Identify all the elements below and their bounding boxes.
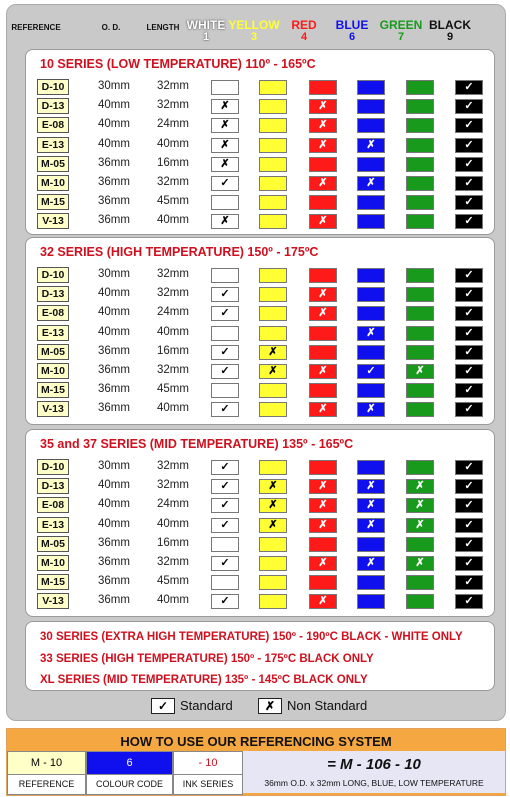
yellow-swatch [259,99,287,114]
table-row [26,362,494,380]
note-30-series: 30 SERIES (EXTRA HIGH TEMPERATURE) 150º - 190ºC BLACK - WHITE ONLY [40,631,463,643]
od-cell: 36mm [98,536,130,549]
od-cell: 40mm [98,517,130,530]
legend-nonstandard-box: ✗ [258,698,282,714]
green-swatch [406,537,434,552]
green-swatch [406,268,434,283]
blue-swatch: ✓ [357,364,385,379]
formula-box [243,751,505,793]
length-cell: 40mm [157,517,189,530]
red-swatch: ✗ [309,176,337,191]
od-cell: 40mm [98,118,130,131]
table-row [26,97,494,115]
red-swatch: ✗ [309,214,337,229]
length-cell: 40mm [157,402,189,415]
yellow-swatch [259,326,287,341]
red-swatch [309,157,337,172]
blue-swatch [357,118,385,133]
ink-series-value: - 10 [173,751,243,775]
reference-cell: D-10 [37,79,69,95]
black-swatch: ✓ [455,214,483,229]
blue-swatch [357,287,385,302]
blue-swatch: ✗ [357,176,385,191]
length-cell: 32mm [157,479,189,492]
od-cell: 36mm [98,575,130,588]
blue-swatch: ✗ [357,518,385,533]
colour-name: YELLOW [228,18,280,32]
blue-swatch [357,383,385,398]
colour-number: 4 [300,31,308,43]
yellow-swatch [259,138,287,153]
table-row [26,458,494,476]
white-swatch: ✓ [211,402,239,417]
od-cell: 30mm [98,268,130,280]
length-cell: 32mm [157,99,189,112]
od-cell: 36mm [98,364,130,376]
length-cell: 24mm [157,118,189,131]
green-swatch [406,460,434,475]
black-swatch: ✓ [455,364,483,379]
green-swatch [406,99,434,114]
white-swatch [211,383,239,398]
table-row [26,535,494,553]
header-length: LENGTH [146,23,180,32]
colour-chart-panel [6,4,506,721]
green-swatch [406,195,434,210]
yellow-swatch: ✗ [259,345,287,360]
length-cell: 40mm [157,594,189,607]
legend-nonstandard-label: Non Standard [287,698,368,713]
green-swatch [406,402,434,417]
reference-label: REFERENCE [7,774,86,795]
white-swatch: ✓ [211,287,239,302]
yellow-swatch [259,460,287,475]
white-swatch: ✗ [211,118,239,133]
reference-cell: D-10 [37,459,69,475]
white-swatch: ✓ [211,176,239,191]
yellow-swatch [259,157,287,172]
black-swatch: ✓ [455,306,483,321]
legend-standard-label: Standard [180,698,233,713]
table-row [26,116,494,134]
green-swatch [406,575,434,590]
reference-value: M - 10 [7,751,86,775]
blue-swatch: ✗ [357,479,385,494]
series-title: 10 SERIES (LOW TEMPERATURE) 110º - 165ºC [40,57,316,71]
blue-swatch: ✗ [357,138,385,153]
black-swatch: ✓ [455,537,483,552]
red-swatch [309,268,337,283]
table-row [26,285,494,303]
blue-swatch [357,460,385,475]
green-swatch: ✗ [406,498,434,513]
black-swatch: ✓ [455,460,483,475]
formula-description: 36mm O.D. x 32mm LONG, BLUE, LOW TEMPERATURE [264,778,484,788]
reference-cell: V-13 [37,213,69,229]
colour-number: 3 [250,31,258,43]
table-row [26,343,494,361]
black-swatch: ✓ [455,594,483,609]
reference-cell: E-13 [37,517,69,533]
length-cell: 16mm [157,344,189,357]
yellow-swatch: ✗ [259,479,287,494]
green-swatch [406,176,434,191]
black-swatch: ✓ [455,498,483,513]
yellow-swatch [259,556,287,571]
length-cell: 24mm [157,498,189,511]
table-row [26,78,494,96]
od-cell: 40mm [98,137,130,150]
colour-number: 7 [397,31,405,43]
blue-swatch: ✗ [357,556,385,571]
length-cell: 40mm [157,214,189,227]
green-swatch: ✗ [406,556,434,571]
table-row [26,496,494,514]
colour-name: GREEN [379,18,423,32]
yellow-swatch [259,214,287,229]
yellow-swatch [259,594,287,609]
table-row [26,554,494,572]
ink-series-label: INK SERIES [173,774,243,795]
black-swatch: ✓ [455,157,483,172]
reference-cell: D-13 [37,98,69,114]
reference-cell: E-08 [37,497,69,513]
black-swatch: ✓ [455,176,483,191]
white-swatch: ✓ [211,556,239,571]
series-title: 32 SERIES (HIGH TEMPERATURE) 150º - 175ºC [40,245,319,259]
yellow-swatch: ✗ [259,498,287,513]
series-panel-3 [25,429,495,617]
table-row [26,212,494,230]
series-panel-2 [25,237,495,425]
blue-swatch [357,306,385,321]
white-swatch: ✓ [211,479,239,494]
od-cell: 36mm [98,556,130,568]
colour-name: BLACK [429,18,471,32]
green-swatch [406,306,434,321]
series-panel-1 [25,49,495,235]
od-cell: 30mm [98,80,130,92]
table-row [26,304,494,322]
green-swatch [406,118,434,133]
table-row [26,400,494,418]
blue-swatch [357,214,385,229]
white-swatch [211,195,239,210]
length-cell: 45mm [157,195,189,208]
od-cell: 40mm [98,498,130,511]
header-blue [324,19,380,49]
green-swatch: ✗ [406,518,434,533]
colour-number: 9 [446,31,454,43]
blue-swatch [357,345,385,360]
reference-cell: M-15 [37,574,69,590]
legend-standard-box: ✓ [151,698,175,714]
yellow-swatch [259,268,287,283]
yellow-swatch [259,537,287,552]
red-swatch [309,326,337,341]
red-swatch: ✗ [309,99,337,114]
white-swatch: ✓ [211,498,239,513]
yellow-swatch [259,575,287,590]
yellow-swatch [259,118,287,133]
length-cell: 32mm [157,460,189,472]
white-swatch: ✗ [211,157,239,172]
reference-cell: M-10 [37,175,69,191]
length-cell: 32mm [157,80,189,92]
red-swatch: ✗ [309,556,337,571]
length-cell: 32mm [157,176,189,188]
white-swatch: ✓ [211,306,239,321]
blue-swatch [357,594,385,609]
green-swatch [406,594,434,609]
white-swatch: ✓ [211,345,239,360]
white-swatch [211,537,239,552]
black-swatch: ✓ [455,99,483,114]
blue-swatch [357,99,385,114]
white-swatch: ✗ [211,99,239,114]
white-swatch [211,575,239,590]
table-row [26,174,494,192]
red-swatch: ✗ [309,287,337,302]
formula-text: = M - 106 - 10 [327,756,421,773]
white-swatch: ✓ [211,460,239,475]
black-swatch: ✓ [455,556,483,571]
series-title: 35 and 37 SERIES (MID TEMPERATURE) 135º - 165ºC [40,437,354,451]
od-cell: 36mm [98,176,130,188]
note-33-series: 33 SERIES (HIGH TEMPERATURE) 150º - 175ºC BLACK ONLY [40,653,374,665]
black-swatch: ✓ [455,80,483,95]
yellow-swatch [259,287,287,302]
yellow-swatch [259,306,287,321]
red-swatch [309,460,337,475]
black-swatch: ✓ [455,575,483,590]
reference-cell: E-08 [37,117,69,133]
header-black [422,19,478,49]
od-cell: 40mm [98,325,130,338]
reference-cell: D-13 [37,478,69,494]
colour-name: WHITE [186,18,226,32]
green-swatch [406,326,434,341]
green-swatch: ✗ [406,364,434,379]
white-swatch: ✓ [211,594,239,609]
od-cell: 36mm [98,402,130,415]
white-swatch: ✗ [211,138,239,153]
white-swatch: ✓ [211,364,239,379]
od-cell: 36mm [98,383,130,396]
notes-panel [25,621,495,691]
black-swatch: ✓ [455,118,483,133]
reference-cell: M-15 [37,194,69,210]
colour-number: 1 [202,31,210,43]
blue-swatch [357,268,385,283]
colour-name: RED [291,18,317,32]
length-cell: 32mm [157,287,189,300]
note-xl-series: XL SERIES (MID TEMPERATURE) 135º - 145ºC BLACK ONLY [40,674,368,686]
white-swatch [211,80,239,95]
reference-cell: E-13 [37,325,69,341]
green-swatch [406,383,434,398]
reference-cell: E-13 [37,137,69,153]
od-cell: 36mm [98,214,130,227]
black-swatch: ✓ [455,402,483,417]
white-swatch: ✗ [211,214,239,229]
blue-swatch: ✗ [357,402,385,417]
green-swatch [406,80,434,95]
colour-code-label: COLOUR CODE [86,774,173,795]
red-swatch [309,345,337,360]
reference-cell: M-05 [37,344,69,360]
od-cell: 40mm [98,306,130,319]
table-row [26,324,494,342]
table-row [26,155,494,173]
red-swatch [309,80,337,95]
blue-swatch [357,157,385,172]
black-swatch: ✓ [455,345,483,360]
green-swatch [406,138,434,153]
red-swatch: ✗ [309,479,337,494]
white-swatch: ✓ [211,518,239,533]
yellow-swatch [259,383,287,398]
colour-name: BLUE [335,18,369,32]
length-cell: 32mm [157,556,189,568]
reference-cell: M-05 [37,156,69,172]
red-swatch: ✗ [309,138,337,153]
red-swatch: ✗ [309,518,337,533]
yellow-swatch: ✗ [259,364,287,379]
od-cell: 30mm [98,460,130,472]
table-row [26,381,494,399]
table-row [26,477,494,495]
od-cell: 36mm [98,156,130,169]
referencing-system-panel [6,728,506,796]
od-cell: 40mm [98,99,130,112]
reference-cell: M-10 [37,555,69,571]
yellow-swatch [259,80,287,95]
length-cell: 45mm [157,383,189,396]
blue-swatch: ✗ [357,326,385,341]
red-swatch: ✗ [309,402,337,417]
reference-cell: V-13 [37,593,69,609]
black-swatch: ✓ [455,195,483,210]
reference-cell: D-10 [37,267,69,283]
od-cell: 36mm [98,195,130,208]
green-swatch: ✗ [406,479,434,494]
table-row [26,136,494,154]
length-cell: 40mm [157,137,189,150]
yellow-swatch [259,176,287,191]
header-yellow [226,19,282,49]
colour-number: 6 [348,31,356,43]
black-swatch: ✓ [455,287,483,302]
white-swatch [211,268,239,283]
black-swatch: ✓ [455,326,483,341]
red-swatch: ✗ [309,118,337,133]
red-swatch: ✗ [309,594,337,609]
length-cell: 40mm [157,325,189,338]
length-cell: 16mm [157,536,189,549]
black-swatch: ✓ [455,479,483,494]
reference-cell: M-15 [37,382,69,398]
od-cell: 40mm [98,287,130,300]
reference-cell: M-05 [37,536,69,552]
table-row [26,193,494,211]
red-swatch [309,195,337,210]
header-od: O. D. [101,23,121,32]
length-cell: 45mm [157,575,189,588]
header-reference: REFERENCE [11,23,61,32]
colour-code-value: 6 [86,751,173,775]
reference-cell: E-08 [37,305,69,321]
red-swatch [309,383,337,398]
length-cell: 16mm [157,156,189,169]
od-cell: 40mm [98,479,130,492]
table-row [26,592,494,610]
green-swatch [406,214,434,229]
blue-swatch [357,195,385,210]
table-row [26,266,494,284]
od-cell: 36mm [98,594,130,607]
green-swatch [406,157,434,172]
green-swatch [406,287,434,302]
howto-title: HOW TO USE OUR REFERENCING SYSTEM [120,734,392,749]
red-swatch: ✗ [309,498,337,513]
yellow-swatch: ✗ [259,518,287,533]
yellow-swatch [259,402,287,417]
red-swatch: ✗ [309,306,337,321]
blue-swatch [357,537,385,552]
blue-swatch [357,80,385,95]
reference-cell: M-10 [37,363,69,379]
black-swatch: ✓ [455,268,483,283]
white-swatch [211,326,239,341]
header-green [373,19,429,49]
green-swatch [406,345,434,360]
blue-swatch [357,575,385,590]
reference-cell: V-13 [37,401,69,417]
red-swatch [309,575,337,590]
black-swatch: ✓ [455,138,483,153]
length-cell: 32mm [157,268,189,280]
black-swatch: ✓ [455,518,483,533]
yellow-swatch [259,195,287,210]
od-cell: 36mm [98,344,130,357]
blue-swatch: ✗ [357,498,385,513]
table-row [26,573,494,591]
reference-cell: D-13 [37,286,69,302]
length-cell: 32mm [157,364,189,376]
red-swatch [309,537,337,552]
length-cell: 24mm [157,306,189,319]
black-swatch: ✓ [455,383,483,398]
red-swatch: ✗ [309,364,337,379]
table-row [26,516,494,534]
